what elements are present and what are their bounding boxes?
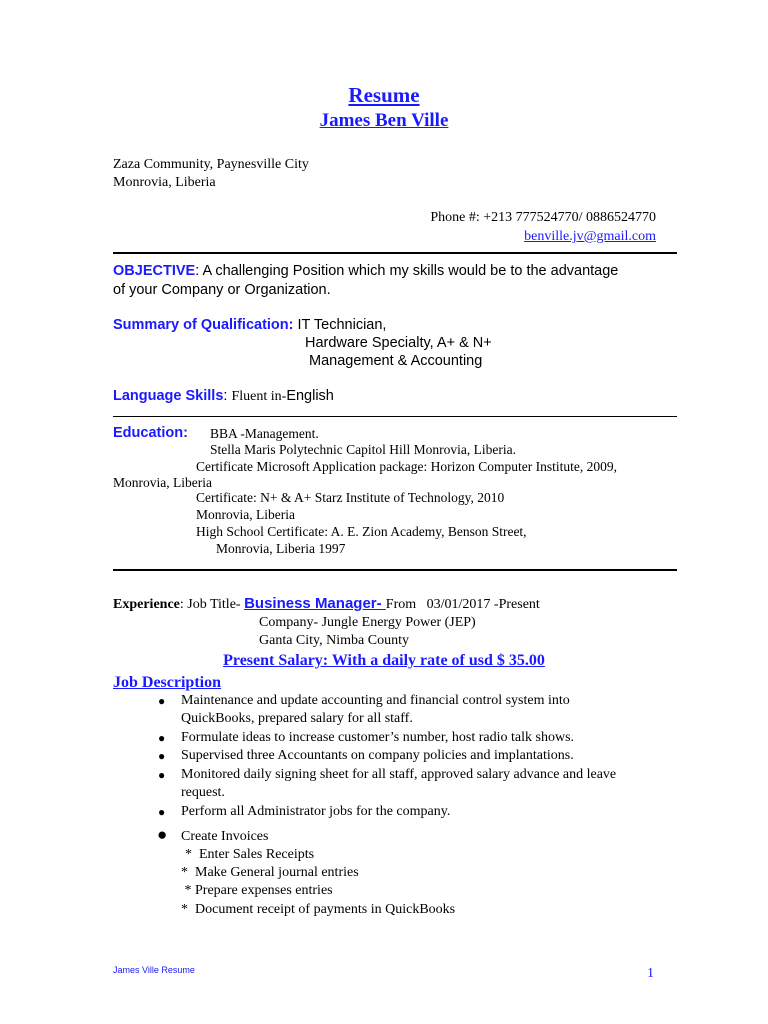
education-label: Education: xyxy=(113,425,188,441)
footer-label: James Ville Resume xyxy=(113,965,195,975)
language-line xyxy=(113,388,334,406)
phone-number: Phone #: +213 777524770/ 0886524770 xyxy=(430,210,656,225)
sub-item-1: * Enter Sales Receipts xyxy=(185,847,315,862)
language-value-prefix: Fluent in- xyxy=(231,389,287,404)
objective-text-2: of your Company or Organization. xyxy=(113,282,331,298)
resume-title: Resume xyxy=(348,83,420,107)
summary-item-1: IT Technician, xyxy=(297,317,387,333)
language-sep: : xyxy=(223,388,228,404)
divider-top xyxy=(113,252,677,254)
education-line-2: Stella Maris Polytechnic Capitol Hill Monrovia, Liberia. xyxy=(210,442,516,457)
job-description-heading: Job Description xyxy=(113,674,221,691)
address-line-2: Monrovia, Liberia xyxy=(113,175,216,190)
education-line-3: Certificate Microsoft Application package: Horizon Computer Institute, 2009, xyxy=(196,459,618,474)
from-label: From xyxy=(385,597,417,612)
bullet-icon: ● xyxy=(157,825,168,844)
sub-item-3: * Prepare expenses entries xyxy=(181,883,333,898)
duty-1-line-1: Maintenance and update accounting and financial control system into xyxy=(181,693,570,708)
summary-label: Summary of Qualification: xyxy=(113,317,294,333)
summary-item-3: Management & Accounting xyxy=(309,353,483,369)
address-line-1: Zaza Community, Paynesville City xyxy=(113,157,309,172)
bullet-icon: ● xyxy=(158,749,166,763)
education-line-7: High School Certificate: A. E. Zion Academy, Benson Street, xyxy=(196,524,527,539)
job-title-prefix: : Job Title- xyxy=(179,597,241,612)
summary-line-1 xyxy=(113,317,386,334)
bullet-icon: ● xyxy=(158,694,166,708)
bullet-icon: ● xyxy=(158,805,166,819)
duty-4-line-1: Monitored daily signing sheet for all staff, approved salary advance and leave xyxy=(181,767,617,782)
company-location: Ganta City, Nimba County xyxy=(259,633,409,648)
bullet-icon: ● xyxy=(158,731,166,745)
language-label: Language Skills xyxy=(113,388,224,404)
duty-5: Perform all Administrator jobs for the company. xyxy=(181,804,451,819)
education-line-8: Monrovia, Liberia 1997 xyxy=(216,541,346,556)
divider-education xyxy=(113,569,677,571)
objective-line-1 xyxy=(113,263,618,280)
email-link[interactable]: benville.jv@gmail.com xyxy=(524,229,656,244)
education-line-1: BBA -Management. xyxy=(210,426,319,441)
duty-4-line-2: request. xyxy=(181,785,225,800)
present-salary: Present Salary: With a daily rate of usd $ 35.00 xyxy=(223,652,545,669)
education-line-5: Certificate: N+ & A+ Starz Institute of Technology, 2010 xyxy=(196,490,505,505)
objective-label: OBJECTIVE xyxy=(113,263,196,279)
job-period: 03/01/2017 -Present xyxy=(426,597,540,612)
company: Company- Jungle Energy Power (JEP) xyxy=(259,615,476,630)
job-title: Business Manager- xyxy=(244,595,386,612)
experience-label: Experience xyxy=(113,597,180,612)
duty-3: Supervised three Accountants on company policies and implantations. xyxy=(181,748,574,763)
bullet-icon: ● xyxy=(158,768,166,782)
sub-item-2: * Make General journal entries xyxy=(181,865,359,880)
experience-line xyxy=(113,595,540,614)
sub-item-4: * Document receipt of payments in QuickBooks xyxy=(181,902,456,917)
divider-language xyxy=(113,416,677,417)
education-line-4: Monrovia, Liberia xyxy=(113,475,212,490)
summary-item-2: Hardware Specialty, A+ & N+ xyxy=(305,335,492,351)
education-line-6: Monrovia, Liberia xyxy=(196,507,295,522)
page-number: 1 xyxy=(647,966,654,981)
duty-2: Formulate ideas to increase customer’s number, host radio talk shows. xyxy=(181,730,575,745)
duty-1-line-2: QuickBooks, prepared salary for all staff. xyxy=(181,711,413,726)
language-value: English xyxy=(286,388,334,404)
create-invoices: Create Invoices xyxy=(181,829,269,844)
objective-text-1: : A challenging Position which my skills would be to the advantage xyxy=(195,263,619,279)
applicant-name: James Ben Ville xyxy=(319,110,449,131)
